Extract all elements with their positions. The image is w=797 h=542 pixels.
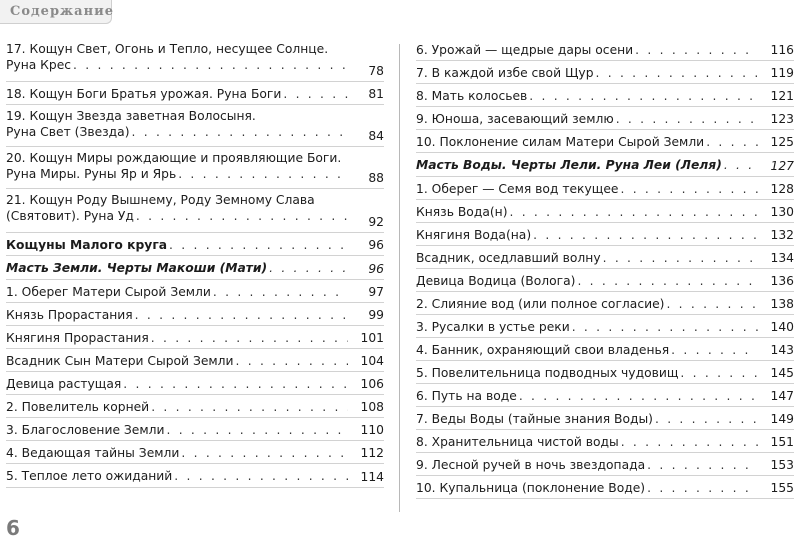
toc-entry-page: 96	[368, 238, 384, 252]
toc-entry	[6, 349, 384, 372]
dot-leader	[178, 166, 348, 182]
dot-leader	[706, 134, 758, 150]
toc-entry-title: Девица растущая	[6, 377, 122, 391]
toc-entry-page: 134	[770, 251, 794, 265]
dot-leader	[132, 124, 348, 140]
toc-entry	[6, 189, 384, 233]
dot-leader	[655, 411, 758, 427]
toc-entry-page: 101	[360, 331, 384, 345]
toc-entry-page: 147	[770, 389, 794, 403]
toc-entry	[6, 147, 384, 189]
toc-entry-title: Масть Земли. Черты Макоши (Мати)	[6, 261, 268, 275]
toc-entry-title: Руна Крес	[6, 58, 72, 72]
toc-entry-title: 6. Путь на воде	[416, 389, 517, 403]
toc-entry	[6, 326, 384, 349]
toc-entry-page: 84	[368, 129, 384, 143]
toc-entry	[416, 84, 794, 107]
dot-leader	[572, 319, 758, 335]
dot-leader	[519, 388, 758, 404]
toc-entry	[6, 280, 384, 303]
toc-entry-page: 96	[368, 262, 384, 276]
toc-entry-title: 3. Благословение Земли	[6, 423, 165, 437]
toc-entry-title: 7. В каждой избе свой Щур	[416, 66, 594, 80]
toc-entry-title: 8. Хранительница чистой воды	[416, 435, 619, 449]
toc-entry-title: 4. Ведающая тайны Земли	[6, 446, 180, 460]
toc-entry-title: 21. Кощун Роду Вышнему, Роду Земному Слава	[6, 193, 315, 207]
toc-entry-page: 127	[770, 159, 794, 173]
toc-entry	[416, 61, 794, 84]
toc-entry-page: 99	[368, 308, 384, 322]
toc-entry-page: 128	[770, 182, 794, 196]
toc-entry-title: Княгиня Вода(на)	[416, 228, 532, 242]
toc-entry-title: 5. Теплое лето ожиданий	[6, 469, 173, 483]
toc-entry-page: 149	[770, 412, 794, 426]
toc-column-left	[6, 38, 384, 488]
toc-entry	[6, 395, 384, 418]
toc-entry	[6, 233, 384, 256]
column-divider	[399, 44, 400, 512]
section-header-tab	[0, 0, 115, 24]
toc-entry	[6, 82, 384, 105]
dot-leader	[136, 208, 348, 224]
dot-leader	[174, 468, 348, 484]
dot-leader	[533, 227, 758, 243]
toc-entry-page: 138	[770, 297, 794, 311]
toc-entry-page: 153	[770, 458, 794, 472]
toc-entry-page: 88	[368, 171, 384, 185]
dot-leader	[724, 157, 758, 173]
dot-leader	[510, 204, 759, 220]
toc-entry-page: 145	[770, 366, 794, 380]
dot-leader	[135, 307, 348, 323]
toc-entry	[416, 407, 794, 430]
toc-entry-page: 155	[770, 481, 794, 495]
toc-entry-page: 97	[368, 285, 384, 299]
toc-entry	[6, 372, 384, 395]
toc-entry-page: 121	[770, 89, 794, 103]
toc-entry-title: Князь Вода(н)	[416, 205, 508, 219]
toc-entry-page: 119	[770, 66, 794, 80]
toc-entry-title: 2. Повелитель корней	[6, 400, 150, 414]
toc-entry	[416, 430, 794, 453]
toc-column-right	[416, 38, 794, 499]
dot-leader	[616, 111, 758, 127]
toc-entry-page: 116	[770, 43, 794, 57]
toc-entry	[416, 38, 794, 61]
toc-entry	[416, 107, 794, 130]
toc-entry-title: 2. Слияние вод (или полное согласие)	[416, 297, 665, 311]
toc-entry	[416, 361, 794, 384]
toc-entry-title: Всадник Сын Матери Сырой Земли	[6, 354, 234, 368]
dot-leader	[283, 86, 348, 102]
toc-entry	[6, 441, 384, 464]
dot-leader	[647, 480, 758, 496]
dot-leader	[73, 57, 348, 73]
toc-entry	[6, 418, 384, 441]
toc-entry-title: 10. Поклонение силам Матери Сырой Земли	[416, 135, 705, 149]
dot-leader	[596, 65, 758, 81]
toc-entry-title: 17. Кощун Свет, Огонь и Тепло, несущее Солнце.	[6, 42, 329, 56]
toc-entry-page: 106	[360, 377, 384, 391]
toc-entry-title: Княгиня Прорастания	[6, 331, 149, 345]
toc-entry-title: 3. Русалки в устье реки	[416, 320, 570, 334]
toc-entry-page: 140	[770, 320, 794, 334]
dot-leader	[123, 376, 348, 392]
toc-entry	[416, 177, 794, 200]
toc-entry-title: 8. Мать колосьев	[416, 89, 528, 103]
toc-entry	[6, 38, 384, 82]
toc-entry-title: Князь Прорастания	[6, 308, 133, 322]
toc-entry-page: 112	[360, 446, 384, 460]
toc-entry	[416, 223, 794, 246]
toc-entry-title: Руна Миры. Руны Яр и Ярь	[6, 167, 177, 181]
toc-entry	[6, 105, 384, 147]
toc-entry	[416, 246, 794, 269]
toc-entry	[416, 269, 794, 292]
toc-entry-page: 104	[360, 354, 384, 368]
toc-entry-title: 9. Юноша, засевающий землю	[416, 112, 614, 126]
toc-entry	[416, 476, 794, 499]
toc-entry-title: 1. Оберег — Семя вод текущее	[416, 182, 619, 196]
toc-entry	[416, 200, 794, 223]
toc-entry-page: 151	[770, 435, 794, 449]
dot-leader	[671, 342, 758, 358]
toc-entry	[416, 292, 794, 315]
toc-entry-title: 6. Урожай — щедрые дары осени	[416, 43, 634, 57]
toc-entry	[416, 130, 794, 153]
page-number: 6	[6, 516, 20, 540]
toc-entry-page: 132	[770, 228, 794, 242]
dot-leader	[529, 88, 758, 104]
dot-leader	[603, 250, 758, 266]
toc-entry	[416, 453, 794, 476]
toc-entry-title: Всадник, оседлавший волну	[416, 251, 601, 265]
toc-entry	[6, 256, 384, 280]
toc-entry-page: 123	[770, 112, 794, 126]
toc-entry-title: 18. Кощун Боги Братья урожая. Руна Боги	[6, 87, 282, 101]
toc-entry-page: 78	[368, 64, 384, 78]
dot-leader	[269, 260, 348, 276]
toc-entry	[416, 384, 794, 407]
toc-entry-page: 92	[368, 215, 384, 229]
dot-leader	[577, 273, 758, 289]
toc-entry-title: 19. Кощун Звезда заветная Волосыня.	[6, 109, 256, 123]
toc-entry-title: 9. Лесной ручей в ночь звездопада	[416, 458, 646, 472]
toc-entry-title: 1. Оберег Матери Сырой Земли	[6, 285, 211, 299]
dot-leader	[621, 434, 758, 450]
toc-entry	[6, 303, 384, 326]
toc-entry-page: 110	[360, 423, 384, 437]
dot-leader	[647, 457, 758, 473]
dot-leader	[680, 365, 758, 381]
dot-leader	[666, 296, 758, 312]
toc-entry-title: 7. Веды Воды (тайные знания Воды)	[416, 412, 653, 426]
toc-entry-title: (Святовит). Руна Уд	[6, 209, 134, 223]
dot-leader	[635, 42, 758, 58]
toc-entry-page: 108	[360, 400, 384, 414]
toc-entry-title: Масть Воды. Черты Лели. Руна Леи (Леля)	[416, 158, 722, 172]
toc-entry-title: 10. Купальница (поклонение Воде)	[416, 481, 646, 495]
dot-leader	[213, 284, 348, 300]
section-title: Содержание	[10, 4, 115, 19]
dot-leader	[151, 330, 348, 346]
dot-leader	[181, 445, 348, 461]
toc-entry-page: 130	[770, 205, 794, 219]
toc-entry-page: 125	[770, 135, 794, 149]
toc-entry-page: 143	[770, 343, 794, 357]
toc-entry-title: Руна Свет (Звезда)	[6, 125, 130, 139]
toc-entry-title: 20. Кощун Миры рождающие и проявляющие Боги.	[6, 151, 342, 165]
toc-entry-page: 136	[770, 274, 794, 288]
toc-entry	[6, 464, 384, 488]
toc-entry-title: 5. Повелительница подводных чудовищ	[416, 366, 679, 380]
dot-leader	[151, 399, 348, 415]
toc-entry	[416, 153, 794, 177]
toc-entry-title: Кощуны Малого круга	[6, 238, 168, 252]
toc-entry	[416, 338, 794, 361]
toc-entry	[416, 315, 794, 338]
dot-leader	[169, 237, 348, 253]
toc-entry-page: 114	[360, 470, 384, 484]
toc-entry-title: 4. Банник, охраняющий свои владенья	[416, 343, 670, 357]
toc-entry-title: Девица Водица (Волога)	[416, 274, 576, 288]
dot-leader	[167, 422, 349, 438]
dot-leader	[620, 181, 758, 197]
toc-entry-page: 81	[368, 87, 384, 101]
dot-leader	[236, 353, 348, 369]
